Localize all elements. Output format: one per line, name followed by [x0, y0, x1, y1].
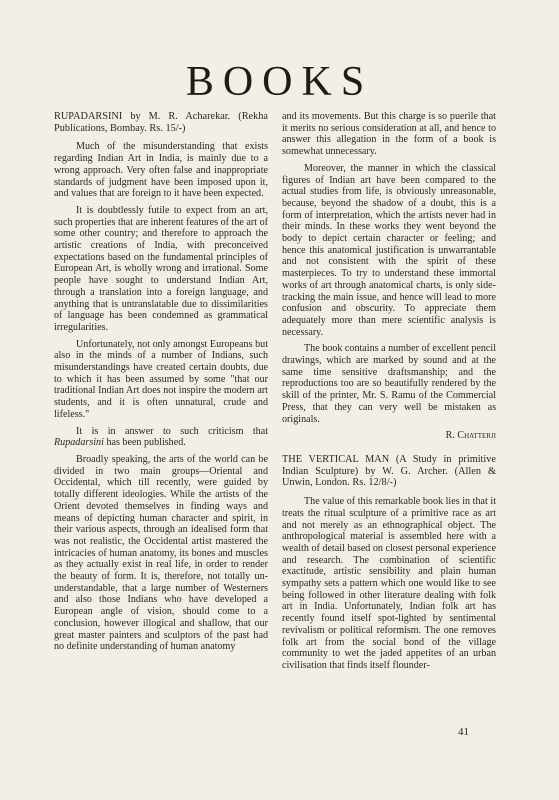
paragraph: The value of this remarkable book lies in that it treats the ritual sculpture of a primitive race as art and not merely as an ethnographical object. The anthropological material is assembled here with a wealth of detail based on closest personal experience and research. The combination of scientific exactitude, artistic sensibility and plain human sympathy sets a pattern which one would like to see being followed in other literature dealing with folk art in India. Unfortunately, Indian folk art has recently found itself spot-lighted by sentimental revivalism or political reformism. The one removes folk art from the social bond of the village community to wet the jaded appetites of an urban civilisation that finds itself flounder-	[282, 496, 496, 671]
paragraph: Unfortunately, not only amongst Europeans but also in the minds of a number of Indians, such misunderstandings have created certain doubts, due to which it has been assumed by some "that our traditional Indian Art does not inspire the modern art students, and it is often unnatural, crude and lifeless."	[54, 338, 268, 420]
page-number: 41	[458, 726, 469, 738]
paragraph: The book contains a number of excellent pencil drawings, which are marked by sound and at the same time sensitive draftsmanship; and the reproductions too are so beautifully rendered by the skill of the printer, Mr. S. Ramu of the Commercial Press, that they can very well be mistaken as originals.	[282, 343, 496, 425]
review-title-vertical-man: THE VERTICAL MAN (A Study in primitive Indian Sculpture) by W. G. Archer. (Allen & Unwin, London. Rs. 12/8/-)	[282, 453, 496, 489]
paragraph: Moreover, the manner in which the classical figures of Indian art have been compared to the actual studies from life, is obviously unreasonable, because, beyond the shadow of a doubt, this is a form of interpretation, which the artists never had in their minds. In these works they went beyond the body to depict certain character or feeling; and hence this anatomical justification is unwarrantable and not consistent with the spirit of these masterpieces. To try to understand these immortal works of art through anatomical charts, is only side-tracking the main issue, and hence will lead to more confusion and obscurity. To appreciate them adequately more than mere scientific analysis is necessary.	[282, 162, 496, 338]
paragraph: It is doubtlessly futile to expect from an art, such properties that are inherent features of the art of some other country; and therefore to approach the artistic creations of India, with preconceived expectations based on the fundamental principles of European Art, is wholly wrong and irrational. Some people have sought to understand Indian Art, through a translation into a foreign language, and anything that is untranslatable due to dissimilarities of language has been condemned as grammatical irregularities.	[54, 204, 268, 333]
book-title-italic: Rupadarsini	[54, 437, 104, 449]
paragraph	[54, 426, 268, 449]
paragraph-continued: and its movements. But this charge is so puerile that it merits no serious consideration at all, and hence to answer this allegation in the form of a book is somewhat unnecessary.	[282, 111, 496, 158]
left-column	[54, 111, 268, 658]
right-column	[282, 111, 496, 677]
paragraph: Much of the misunderstanding that exists regarding Indian Art in India, is mainly due to a wrong approach. Very often false and inappropriate standards of judgment have been imposed upon it, and values that are foreign to it have been expected.	[54, 141, 268, 200]
section-heading: BOOKS	[185, 59, 374, 105]
review-title-rupadarsini: RUPADARSINI by M. R. Acharekar. (Rekha Publications, Bombay. Rs. 15/-)	[54, 111, 268, 134]
paragraph: Broadly speaking, the arts of the world can be divided in two main groups—Oriental and Occidental, which till recently, were guided by totally different ideologies. While the artists of the Orient devoted themselves in finding ways and means of depicting human character and spirit, in their various aspects, through an idealised form that was not realistic, the Occidental artist mastered the intricacies of human anatomy, its bones and muscles as they actually exist in real life, in order to render the beauty of form. It is, therefore, not totally un-understandable, that a large number of Westerners and also those Indians who have developed a European angle of vision, should come to a conclusion, however illogical and shallow, that our great master painters and sculptors of the past had no definite understanding of human anatomy	[54, 453, 268, 653]
paragraph-text: has been published.	[103, 437, 186, 449]
reviewer-signature: R. Chatterji	[445, 430, 496, 442]
paragraph-text: It is in answer to such criticism that	[76, 425, 268, 437]
